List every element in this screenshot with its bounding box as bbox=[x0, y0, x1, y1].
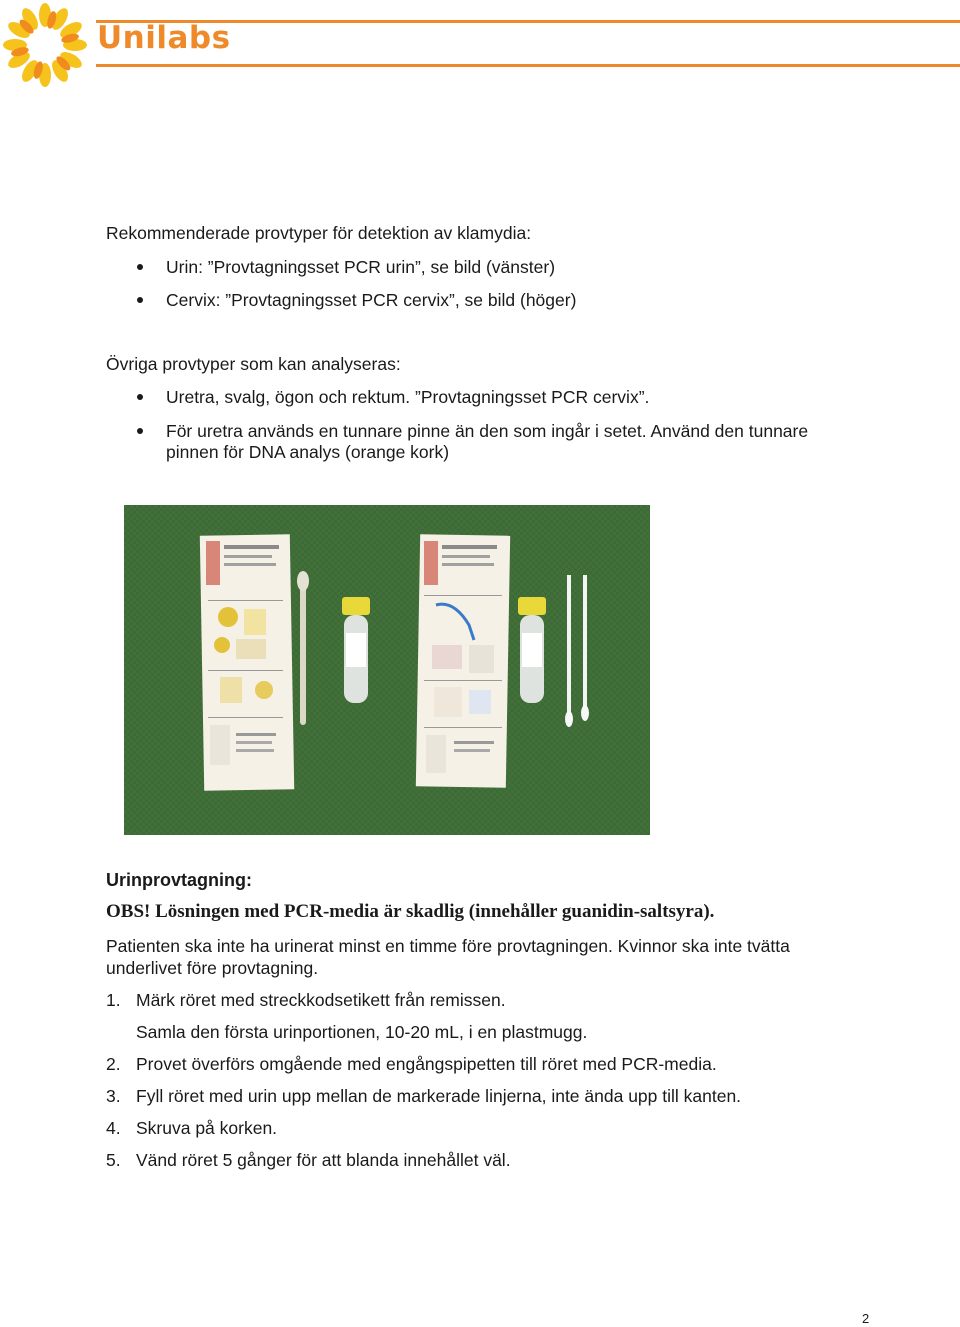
step-text: Provet överförs omgående med engångspipetten till röret med PCR-media. bbox=[136, 1054, 717, 1074]
list-item: Cervix: ”Provtagningsset PCR cervix”, se bild (höger) bbox=[166, 290, 577, 310]
urine-tube bbox=[342, 597, 370, 703]
list-item: Samla den första urinportionen, 10-20 mL, i en plastmugg. bbox=[136, 1022, 588, 1042]
page-number: 2 bbox=[862, 1311, 870, 1326]
step-number: 5. bbox=[106, 1150, 121, 1170]
list-item bbox=[106, 1085, 741, 1107]
step-number: 3. bbox=[106, 1086, 121, 1106]
step-number: 1. bbox=[106, 990, 121, 1010]
list-item bbox=[106, 1149, 511, 1171]
section-heading-other: Övriga provtyper som kan analyseras: bbox=[106, 354, 401, 374]
step-text: Skruva på korken. bbox=[136, 1118, 278, 1138]
sampling-kits-photo bbox=[124, 505, 650, 835]
list-item-continuation: pinnen för DNA analys (orange kork) bbox=[166, 442, 450, 462]
intro-line-1: Patienten ska inte ha urinerat minst en timme före provtagningen. Kvinnor ska inte tvätta bbox=[106, 936, 790, 956]
list-item bbox=[106, 989, 506, 1011]
sun-logo-icon bbox=[2, 3, 88, 87]
list-item bbox=[106, 1053, 717, 1075]
warning-text: OBS! Lösningen med PCR-media är skadlig (innehåller guanidin-saltsyra). bbox=[106, 901, 715, 922]
header-rule-bottom bbox=[96, 64, 960, 67]
list-item: Uretra, svalg, ögon och rektum. ”Provtagningsset PCR cervix”. bbox=[166, 387, 650, 407]
intro-line-2: underlivet före provtagning. bbox=[106, 958, 319, 978]
step-text: Vänd röret 5 gånger för att blanda innehållet väl. bbox=[136, 1150, 511, 1170]
list-item: För uretra används en tunnare pinne än den som ingår i setet. Använd den tunnare bbox=[166, 421, 809, 441]
cervix-tube bbox=[518, 597, 546, 703]
cervix-kit-card bbox=[416, 534, 510, 788]
urine-heading: Urinprovtagning: bbox=[106, 870, 252, 890]
urine-kit-card bbox=[200, 534, 294, 791]
list-item: Urin: ”Provtagningsset PCR urin”, se bild (vänster) bbox=[166, 257, 556, 277]
brand-name: Unilabs bbox=[97, 20, 231, 56]
step-number: 2. bbox=[106, 1054, 121, 1074]
section-heading-recommended: Rekommenderade provtyper för detektion av klamydia: bbox=[106, 223, 532, 243]
step-text: Fyll röret med urin upp mellan de markerade linjerna, inte ända upp till kanten. bbox=[136, 1086, 742, 1106]
step-text: Märk röret med streckkodsetikett från remissen. bbox=[136, 990, 506, 1010]
list-item bbox=[106, 1117, 277, 1139]
step-number: 4. bbox=[106, 1118, 121, 1138]
page-header bbox=[0, 0, 960, 90]
